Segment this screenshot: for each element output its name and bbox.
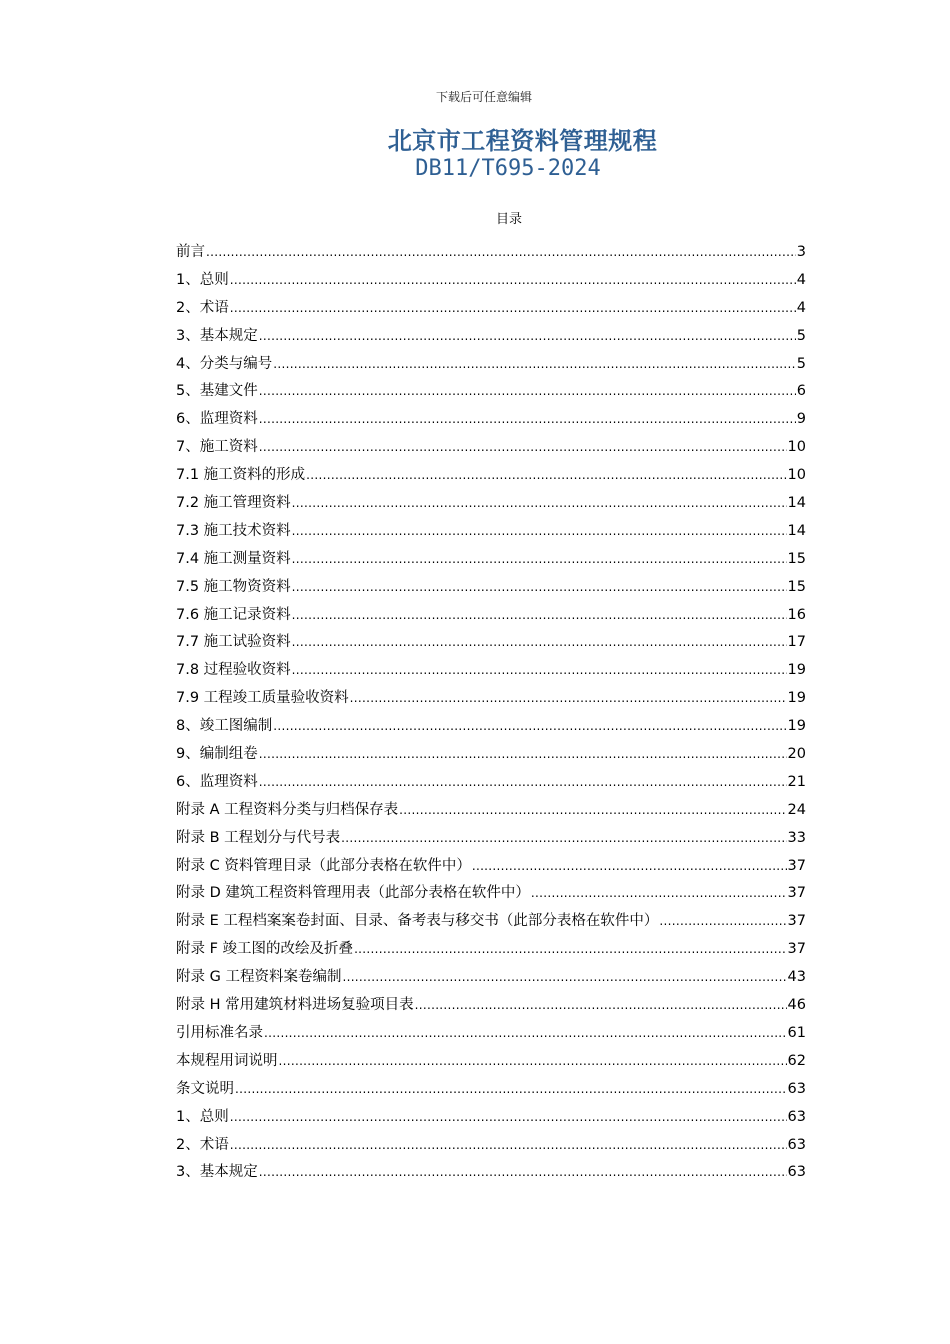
toc-entry[interactable] [176, 267, 806, 295]
toc-dot-leader [259, 1159, 787, 1187]
toc-entry[interactable] [176, 629, 806, 657]
toc-entry-page: 17 [787, 634, 806, 651]
toc-dot-leader [230, 1104, 787, 1132]
toc-entry-label: 附录 H 常用建筑材料进场复验项目表 [176, 997, 414, 1014]
toc-dot-leader [259, 741, 787, 769]
table-of-contents [176, 239, 806, 1187]
toc-dot-leader [292, 657, 787, 685]
toc-dot-leader [206, 239, 796, 267]
toc-entry[interactable] [176, 602, 806, 630]
toc-dot-leader [306, 462, 786, 490]
toc-entry-page: 63 [787, 1136, 806, 1153]
toc-entry-label: 7、施工资料 [176, 439, 258, 456]
toc-entry-page: 19 [787, 662, 806, 679]
toc-dot-leader [472, 853, 787, 881]
toc-dot-leader [350, 685, 787, 713]
toc-entry[interactable] [176, 1132, 806, 1160]
toc-entry-page: 15 [787, 578, 806, 595]
toc-entry-label: 7.8 过程验收资料 [176, 662, 291, 679]
toc-entry-page: 20 [787, 746, 806, 763]
toc-entry-label: 7.7 施工试验资料 [176, 634, 291, 651]
toc-entry[interactable] [176, 1104, 806, 1132]
toc-entry-label: 附录 B 工程划分与代号表 [176, 829, 341, 846]
toc-dot-leader [292, 490, 787, 518]
toc-entry[interactable] [176, 462, 806, 490]
standard-code: DB11/T695-2024 [415, 156, 601, 181]
toc-entry[interactable] [176, 936, 806, 964]
toc-dot-leader [273, 351, 796, 379]
toc-entry-page: 14 [787, 522, 806, 539]
toc-entry[interactable] [176, 992, 806, 1020]
toc-entry[interactable] [176, 490, 806, 518]
toc-entry[interactable] [176, 657, 806, 685]
toc-entry[interactable] [176, 434, 806, 462]
toc-dot-leader [273, 713, 786, 741]
toc-dot-leader [264, 1020, 787, 1048]
toc-dot-leader [292, 574, 787, 602]
toc-entry-page: 16 [787, 606, 806, 623]
toc-entry[interactable] [176, 713, 806, 741]
toc-entry-label: 2、术语 [176, 1136, 229, 1153]
toc-dot-leader [259, 406, 796, 434]
toc-entry-page: 15 [787, 550, 806, 567]
toc-entry-page: 46 [787, 997, 806, 1014]
toc-dot-leader [259, 434, 787, 462]
toc-entry[interactable] [176, 406, 806, 434]
toc-entry[interactable] [176, 1048, 806, 1076]
toc-entry[interactable] [176, 351, 806, 379]
toc-entry[interactable] [176, 518, 806, 546]
toc-entry-page: 37 [787, 913, 806, 930]
toc-dot-leader [531, 880, 787, 908]
toc-entry-label: 附录 D 建筑工程资料管理用表（此部分表格在软件中） [176, 885, 530, 902]
toc-entry-page: 4 [796, 299, 806, 316]
toc-dot-leader [259, 769, 787, 797]
toc-entry[interactable] [176, 825, 806, 853]
toc-entry-page: 3 [796, 244, 806, 260]
toc-entry-page: 63 [787, 1080, 806, 1097]
toc-entry-label: 7.6 施工记录资料 [176, 606, 291, 623]
toc-entry-label: 1、总则 [176, 271, 229, 288]
toc-dot-leader [235, 1076, 787, 1104]
toc-dot-leader [659, 908, 786, 936]
toc-entry[interactable] [176, 1020, 806, 1048]
toc-entry-label: 7.5 施工物资资料 [176, 578, 291, 595]
toc-dot-leader [342, 964, 786, 992]
toc-dot-leader [292, 546, 787, 574]
toc-dot-leader [230, 267, 796, 295]
toc-entry-page: 21 [787, 773, 806, 790]
toc-dot-leader [292, 602, 787, 630]
toc-entry-label: 8、竣工图编制 [176, 718, 273, 735]
toc-entry-page: 5 [796, 327, 806, 344]
toc-dot-leader [230, 295, 796, 323]
toc-entry-page: 37 [787, 857, 806, 874]
toc-entry-page: 33 [787, 829, 806, 846]
toc-entry-page: 6 [796, 383, 806, 400]
toc-entry-label: 7.1 施工资料的形成 [176, 467, 306, 484]
toc-entry[interactable] [176, 1076, 806, 1104]
document-title-block [0, 126, 950, 156]
toc-entry-label: 7.4 施工测量资料 [176, 550, 291, 567]
toc-entry[interactable] [176, 1159, 806, 1187]
toc-entry[interactable] [176, 908, 806, 936]
toc-entry-label: 3、基本规定 [176, 1164, 258, 1181]
toc-entry-page: 10 [787, 439, 806, 456]
toc-entry-label: 条文说明 [176, 1080, 234, 1097]
toc-dot-leader [259, 378, 796, 406]
toc-entry-label: 附录 F 竣工图的改绘及折叠 [176, 941, 354, 958]
toc-entry-page: 9 [796, 411, 806, 428]
header-note: 下载后可任意编辑 [435, 90, 532, 104]
toc-entry-label: 附录 A 工程资料分类与归档保存表 [176, 801, 399, 818]
toc-dot-leader [279, 1048, 787, 1076]
toc-entry-label: 4、分类与编号 [176, 355, 273, 372]
toc-heading: 目录 [495, 212, 522, 227]
toc-dot-leader [292, 629, 787, 657]
toc-entry[interactable] [176, 685, 806, 713]
toc-entry-label: 7.2 施工管理资料 [176, 495, 291, 512]
toc-entry-label: 2、术语 [176, 299, 229, 316]
toc-entry-page: 19 [787, 718, 806, 735]
toc-entry-page: 14 [787, 495, 806, 512]
toc-entry[interactable] [176, 295, 806, 323]
toc-entry-label: 9、编制组卷 [176, 746, 258, 763]
toc-dot-leader [415, 992, 787, 1020]
toc-entry[interactable] [176, 323, 806, 351]
toc-dot-leader [292, 518, 787, 546]
toc-entry-page: 5 [796, 355, 806, 372]
toc-entry-page: 61 [787, 1024, 806, 1041]
toc-entry-page: 63 [787, 1108, 806, 1125]
toc-entry-label: 本规程用词说明 [176, 1052, 278, 1069]
document-title: 北京市工程资料管理规程 [387, 126, 658, 155]
toc-entry-page: 10 [787, 467, 806, 484]
toc-entry-page: 62 [787, 1052, 806, 1069]
toc-entry-label: 3、基本规定 [176, 327, 258, 344]
toc-entry-label: 附录 G 工程资料案卷编制 [176, 969, 342, 986]
toc-entry-page: 19 [787, 690, 806, 707]
toc-dot-leader [341, 825, 786, 853]
toc-entry-page: 63 [787, 1164, 806, 1181]
toc-entry[interactable] [176, 964, 806, 992]
toc-entry[interactable] [176, 574, 806, 602]
toc-dot-leader [354, 936, 786, 964]
toc-entry-label: 6、监理资料 [176, 411, 258, 428]
toc-entry-label: 1、总则 [176, 1108, 229, 1125]
toc-entry-label: 7.9 工程竣工质量验收资料 [176, 690, 349, 707]
toc-entry[interactable] [176, 853, 806, 881]
toc-entry-label: 前言 [176, 244, 205, 260]
toc-entry-label: 附录 E 工程档案案卷封面、目录、备考表与移交书（此部分表格在软件中） [176, 913, 659, 930]
toc-entry[interactable] [176, 239, 806, 267]
toc-entry-page: 4 [796, 271, 806, 288]
toc-entry-page: 37 [787, 885, 806, 902]
toc-entry-page: 37 [787, 941, 806, 958]
toc-entry-label: 7.3 施工技术资料 [176, 522, 291, 539]
toc-entry-label: 引用标准名录 [176, 1024, 263, 1041]
toc-entry-label: 附录 C 资料管理目录（此部分表格在软件中） [176, 857, 471, 874]
toc-dot-leader [259, 323, 796, 351]
toc-entry-page: 43 [787, 969, 806, 986]
toc-entry[interactable] [176, 741, 806, 769]
toc-entry[interactable] [176, 546, 806, 574]
toc-entry[interactable] [176, 378, 806, 406]
toc-dot-leader [399, 797, 786, 825]
toc-entry[interactable] [176, 797, 806, 825]
toc-dot-leader [230, 1132, 787, 1160]
toc-entry-page: 24 [787, 801, 806, 818]
toc-entry-label: 5、基建文件 [176, 383, 258, 400]
toc-entry[interactable] [176, 769, 806, 797]
toc-entry-label: 6、监理资料 [176, 773, 258, 790]
toc-entry[interactable] [176, 880, 806, 908]
